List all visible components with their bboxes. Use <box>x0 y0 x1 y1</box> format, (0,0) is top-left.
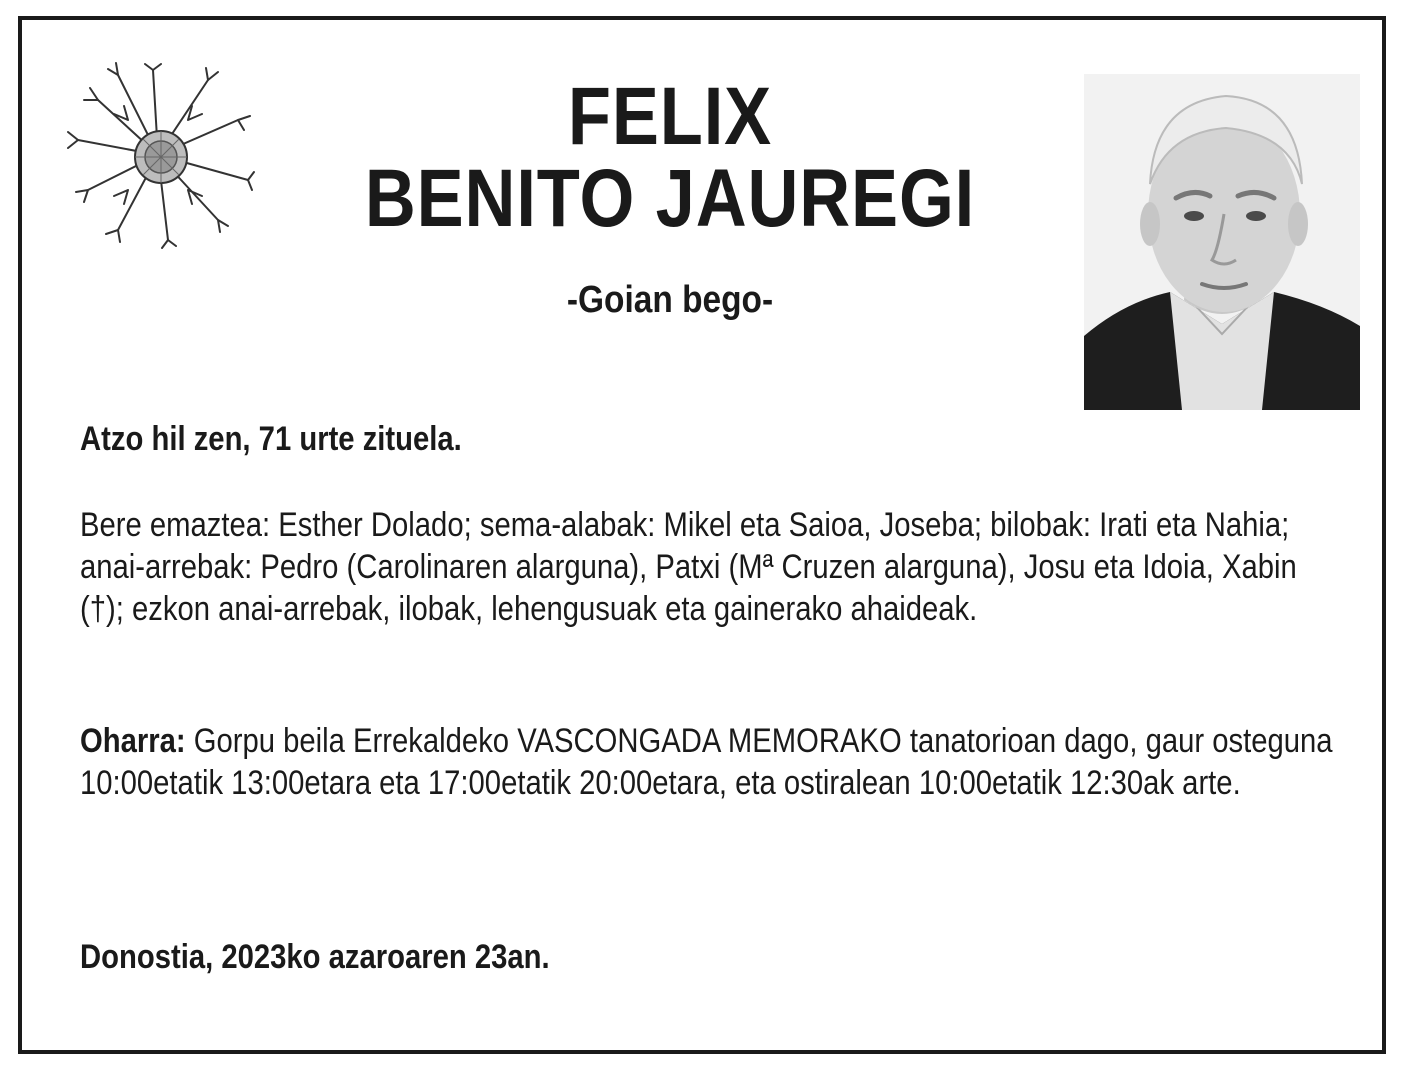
wake-note-label: Oharra: <box>80 722 186 760</box>
age-statement <box>80 418 1350 460</box>
age-statement-text: Atzo hil zen, 71 urte zituela. <box>80 420 462 458</box>
wake-note-text: Gorpu beila Errekaldeko VASCONGADA MEMORAKO tanatorioan dago, gaur osteguna 10:00etatik 13:00etara eta 17:00etatik 20:00etara, eta ostiralean 10:00etatik 12:30ak arte. <box>80 722 1333 802</box>
wake-note <box>80 720 1350 804</box>
family-list-text: Bere emaztea: Esther Dolado; sema-alabak: Mikel eta Saioa, Joseba; bilobak: Irati eta Nahia; anai-arrebak: Pedro (Carolinaren alarguna), Patxi (Mª Cruzen alarguna), Josu eta Idoia, Xabin (†); ezkon anai-arrebak, ilobak, lehengusuak eta gainerako ahaideak. <box>80 506 1297 628</box>
portrait-photo <box>1084 74 1360 410</box>
family-list <box>80 504 1350 630</box>
place-and-date <box>80 936 1350 978</box>
deceased-first-name: FELIX <box>567 71 773 162</box>
thistle-flower-icon <box>58 60 258 250</box>
deceased-surnames: BENITO JAUREGI <box>364 153 976 244</box>
wake-note-body <box>80 720 1347 804</box>
epitaph: -Goian bego- <box>566 279 774 321</box>
place-and-date-text: Donostia, 2023ko azaroaren 23an. <box>80 938 550 976</box>
